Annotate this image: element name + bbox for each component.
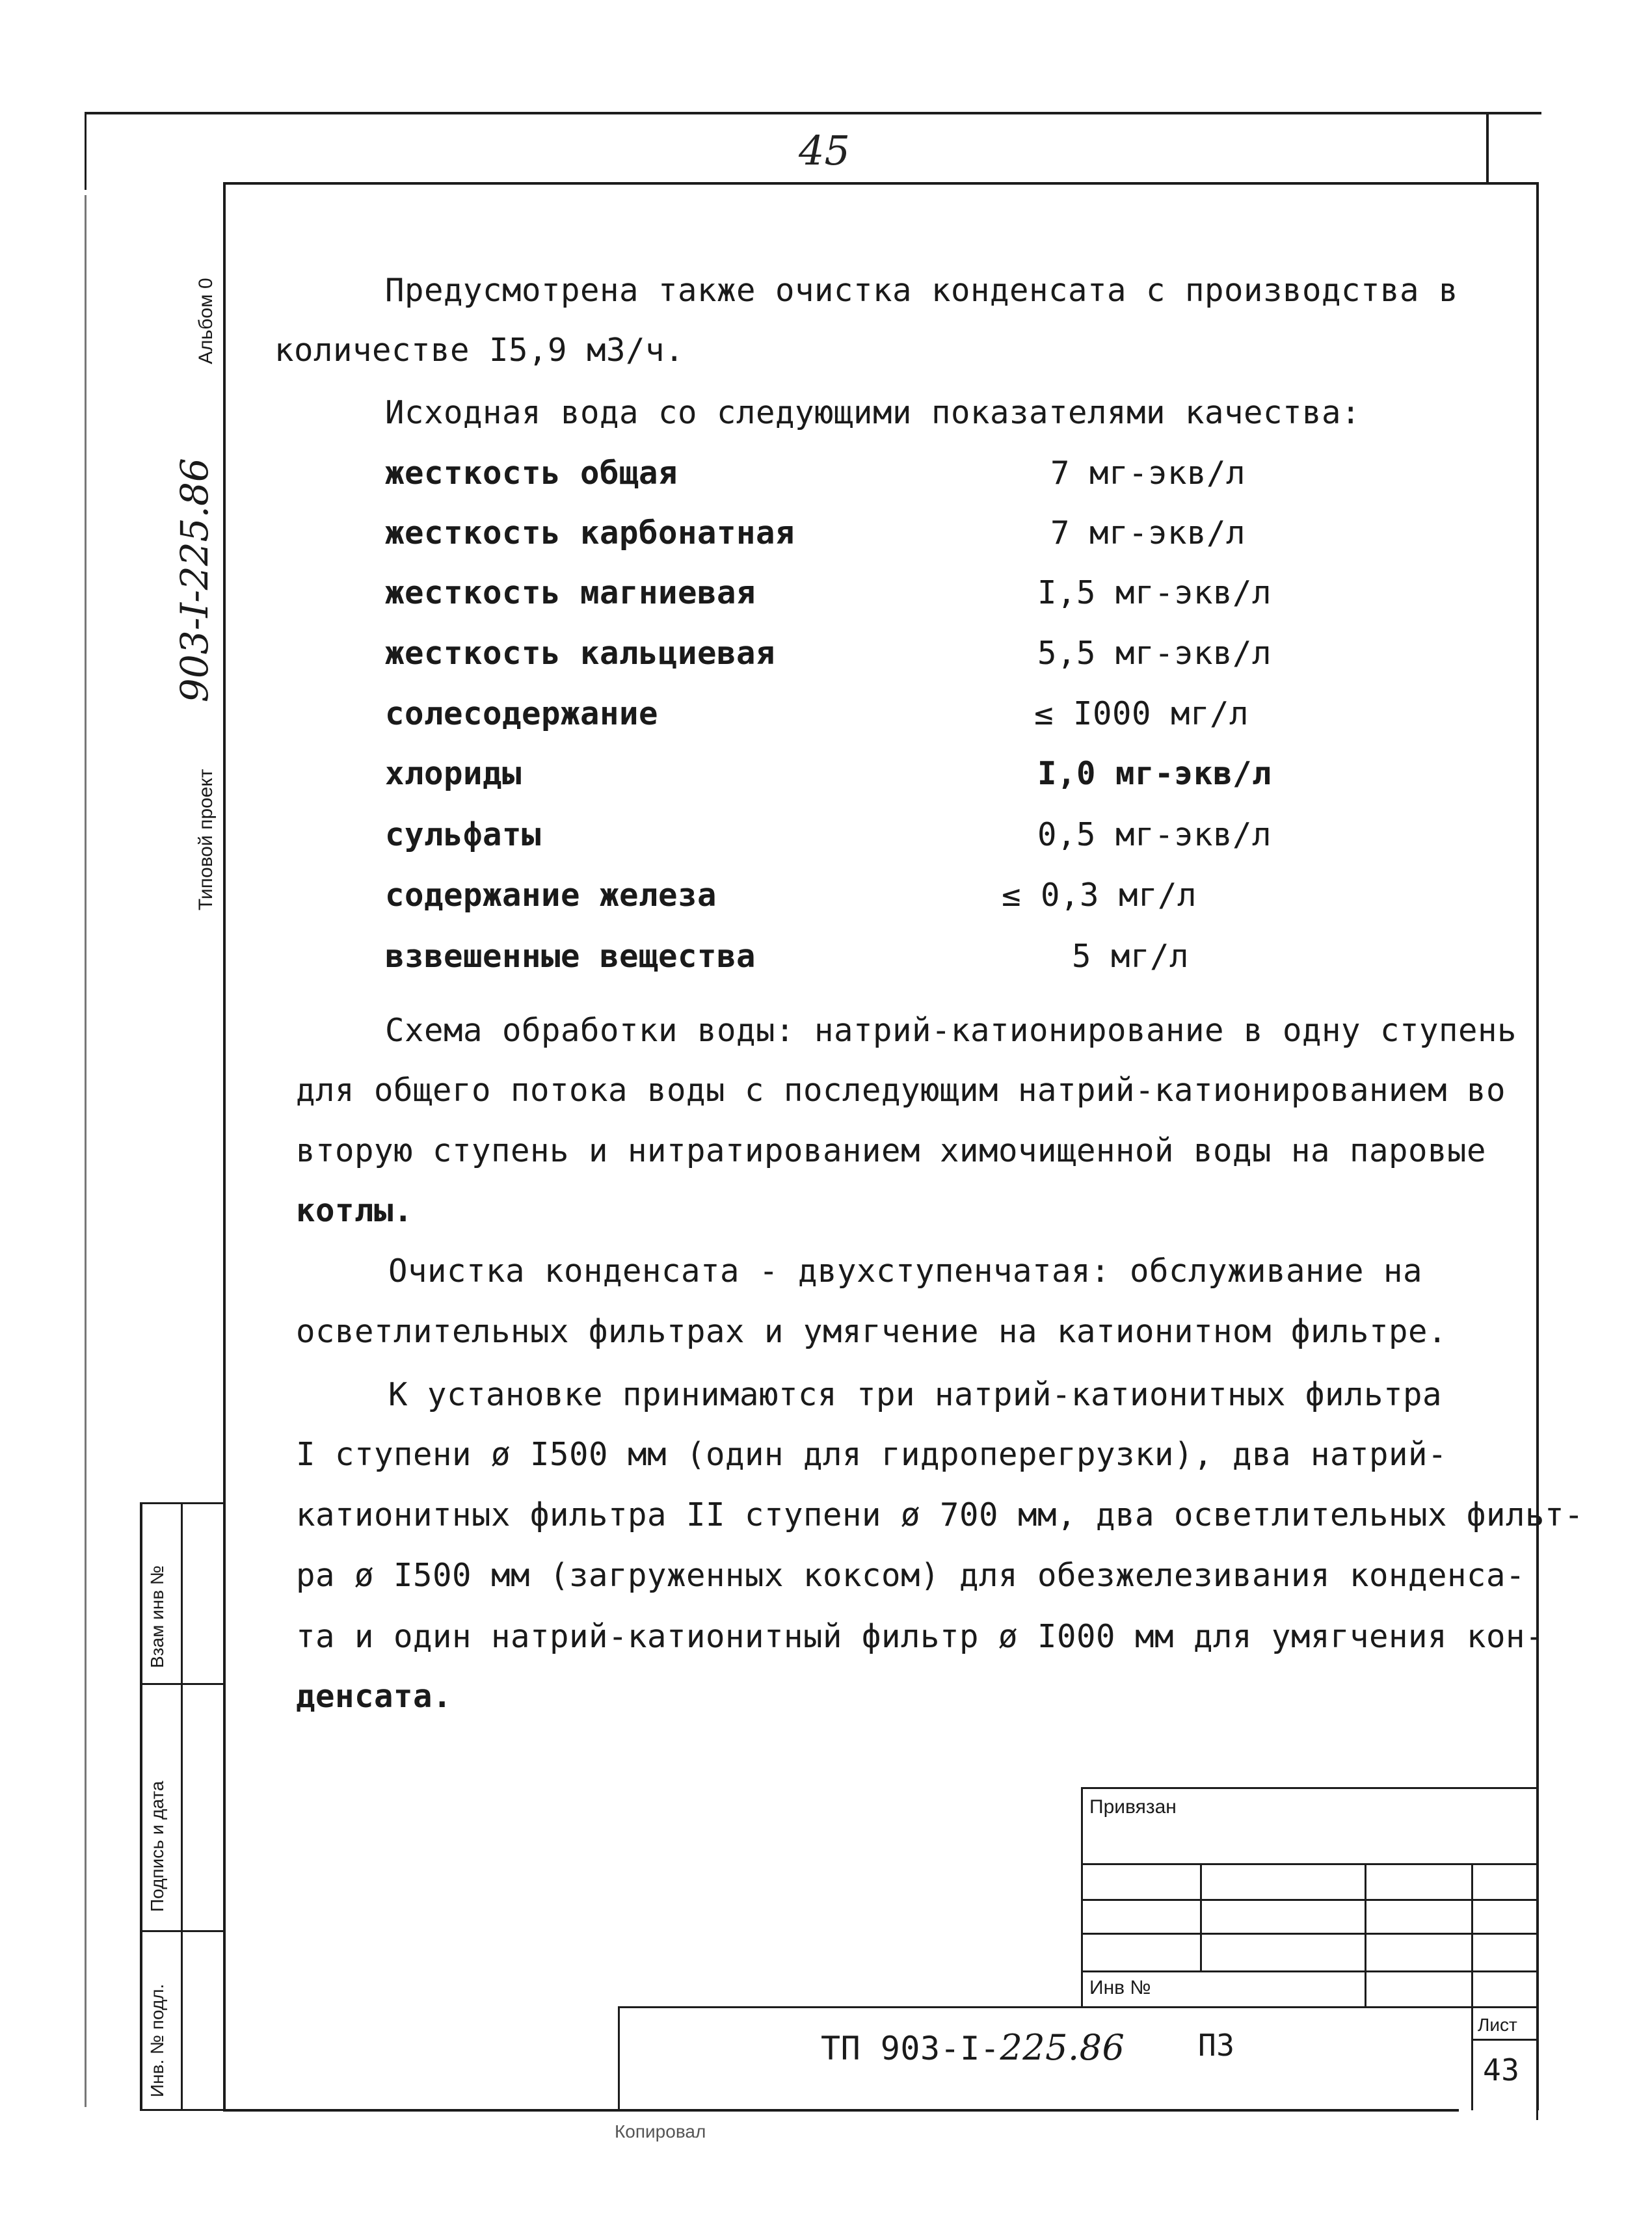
paragraph-line: I ступени ø I500 мм (один для гидроперегрузки), два натрий- (296, 1436, 1448, 1473)
page-number-handwritten: 45 (799, 127, 850, 174)
quality-name: жесткость магниевая (385, 574, 756, 611)
paragraph-line: та и один натрий-катионитный фильтр ø I000 мм для умягчения кон- (296, 1618, 1545, 1655)
tb-row-1 (1081, 1863, 1538, 1865)
quality-name: солесодержание (385, 695, 659, 732)
stamp-left-edge (140, 1502, 142, 2110)
tb-left-edge (1081, 1787, 1083, 2008)
stamp-bottom (140, 2109, 224, 2111)
tb-bottom-note: Копировал (615, 2121, 706, 2142)
inner-frame-left (223, 182, 226, 2110)
tb-doc-code-print: ТП 903-I- (821, 2030, 1000, 2067)
tb-row-2 (1081, 1899, 1538, 1901)
tb-strip-left (618, 2006, 620, 2110)
corner-box-left (1486, 112, 1489, 183)
stamp-divider (181, 1502, 183, 2110)
paragraph-line: ра ø I500 мм (загруженных коксом) для обезжелезивания конденса- (296, 1557, 1526, 1594)
tb-privyazan: Привязан (1089, 1796, 1177, 1818)
tb-doc-suffix: ПЗ (1198, 2028, 1235, 2063)
quality-value: I,5 мг-экв/л (1037, 574, 1272, 611)
tb-sheet-label: Лист (1478, 2015, 1517, 2035)
quality-value: I,0 мг-экв/л (1037, 755, 1272, 792)
paragraph-line: К установке принимаются три натрий-катионитных фильтра (388, 1376, 1443, 1413)
quality-value: 7 мг-экв/л (1050, 514, 1246, 551)
inner-frame-right (1537, 182, 1539, 2110)
tb-col-3 (1471, 1863, 1473, 2110)
paragraph-line: Очистка конденсата - двухступенчатая: обслуживание на (388, 1253, 1423, 1290)
stamp-row1 (140, 1683, 224, 1685)
project-label: Типовой проект (195, 769, 217, 910)
album-label: Альбом 0 (195, 278, 217, 364)
outer-frame-left-top (85, 112, 87, 190)
project-code: 903-I-225.86 (172, 458, 217, 702)
paragraph-line: денсата. (296, 1678, 453, 1715)
tb-inv-no: Инв № (1089, 1977, 1151, 1998)
quality-value: 0,5 мг-экв/л (1037, 816, 1272, 853)
tb-row-4 (1081, 1970, 1538, 1972)
quality-value: ≤ 0,3 мг/л (1002, 877, 1197, 914)
tb-row-3 (1081, 1933, 1538, 1935)
quality-name: хлориды (385, 755, 522, 792)
quality-value: 5 мг/л (1072, 938, 1190, 975)
quality-value: ≤ I000 мг/л (1034, 695, 1249, 732)
outer-frame-left (85, 195, 87, 2107)
tb-sheet-number: 43 (1483, 2052, 1520, 2088)
intro-line-1: Предусмотрена также очистка конденсата с производства в (385, 272, 1459, 309)
stamp-row2 (140, 1930, 224, 1932)
paragraph-line: Схема обработки воды: натрий-катионирование в одну ступень (385, 1012, 1517, 1049)
stamp-top (140, 1502, 224, 1504)
outer-frame-top (85, 112, 1541, 114)
quality-value: 5,5 мг-экв/л (1037, 635, 1272, 672)
inner-frame-bottom (223, 2109, 1459, 2112)
quality-name: жесткость кальциевая (385, 635, 776, 672)
tb-strip-top (618, 2006, 1538, 2008)
quality-header: Исходная вода со следующими показателями качества: (385, 394, 1361, 431)
paragraph-line: осветлительных фильтрах и умягчение на катионитном фильтре. (296, 1313, 1448, 1350)
intro-line-2: количестве I5,9 м3/ч. (274, 332, 685, 369)
paragraph-line: вторую ступень и нитратированием химочищенной воды на паровые (296, 1132, 1487, 1169)
tb-privyazan-top (1081, 1787, 1538, 1789)
stamp-podpis: Подпись и дата (147, 1781, 167, 1912)
paragraph-line: катионитных фильтра II ступени ø 700 мм, два осветлительных фильт- (296, 1496, 1584, 1533)
tb-doc-code (821, 2027, 1125, 2068)
stamp-vzam: Взам инв № (147, 1565, 167, 1668)
inner-frame-top (223, 182, 1538, 185)
tb-col-1 (1200, 1863, 1202, 1970)
quality-name: жесткость карбонатная (385, 514, 795, 551)
quality-name: содержание железа (385, 877, 717, 914)
tb-sheet-divider (1471, 2039, 1538, 2041)
quality-name: взвешенные вещества (385, 938, 756, 975)
stamp-inv-podl: Инв. № подл. (147, 1983, 167, 2097)
quality-name: сульфаты (385, 816, 542, 853)
tb-col-2 (1365, 1863, 1366, 2006)
paragraph-line: котлы. (296, 1192, 414, 1229)
quality-value: 7 мг-экв/л (1050, 455, 1246, 492)
tb-doc-code-hand: 225.86 (1000, 2027, 1125, 2068)
quality-name: жесткость общая (385, 455, 678, 492)
paragraph-line: для общего потока воды с последующим натрий-катионированием во (296, 1072, 1506, 1109)
